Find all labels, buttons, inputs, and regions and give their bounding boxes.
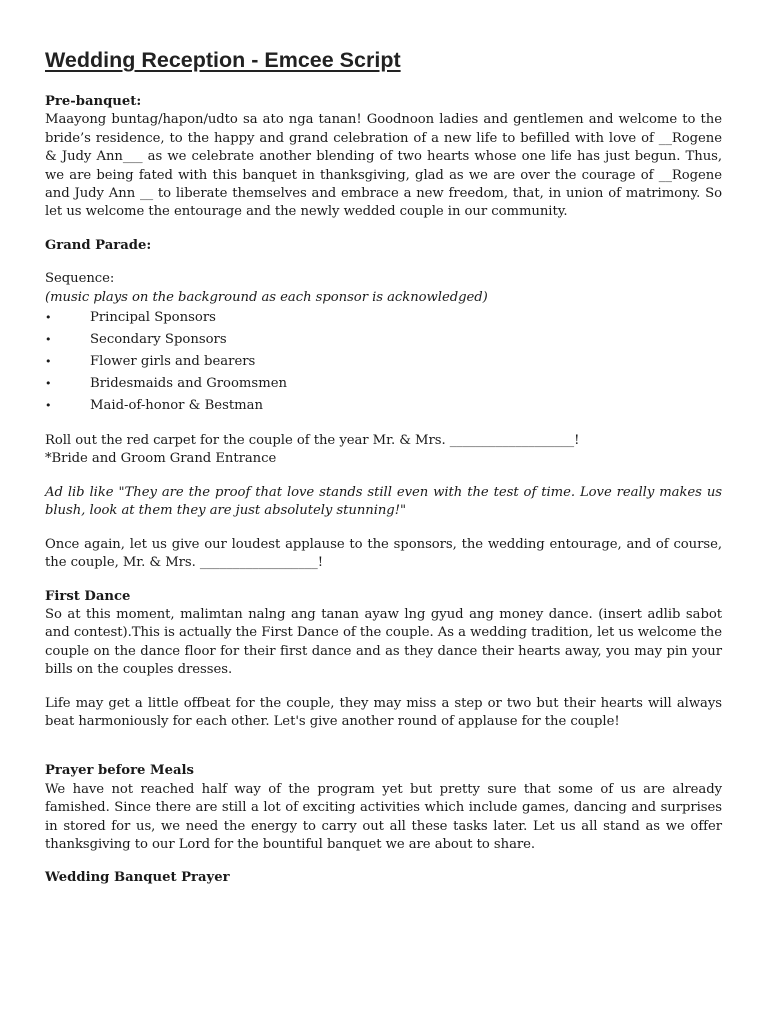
- list-item-label: Bridesmaids and Groomsmen: [90, 376, 287, 392]
- bullet-icon: •: [45, 377, 52, 391]
- list-item: [45, 373, 722, 395]
- list-item-label: Secondary Sponsors: [90, 332, 227, 348]
- applause-text: Once again, let us give our loudest applause to the sponsors, the wedding entourage, and of course, the couple, Mr. & Mrs. __________________!: [45, 536, 722, 571]
- sequence-label: Sequence:: [45, 271, 115, 287]
- first-dance-closing: Life may get a little offbeat for the couple, they may miss a step or two but their hearts will always beat harmoniously for each other. Let's give another round of applause for the couple!: [45, 695, 722, 729]
- bullet-icon: •: [45, 333, 52, 347]
- first-dance-text: So at this moment, malimtan nalng ang tanan ayaw lng gyud ang money dance. (insert adlib sabot and contest).This is actually the First Dance of the couple. As a wedding tradition, let us welcome the couple on the dance floor for their first dance and as they dance their hearts away, you may pin your bills on the couples dresses.: [45, 606, 722, 678]
- list-item-label: Flower girls and bearers: [90, 354, 256, 370]
- pre-banquet-text: Maayong buntag/hapon/udto sa ato nga tanan! Goodnoon ladies and gentlemen and welcome to the bride’s residence, to the happy and grand celebration of a new life to befilled with love of __Rogene & Judy Ann___ as we celebrate another blending of two hearts whose one life has just begun. Thus, we are being fated with this banquet in thanksgiving, glad as we are over the courage of __Rogene and Judy Ann __ to liberate themselves and embrace a new freedom, that, in union of matrimony. So let us welcome the entourage and the newly wedded couple in our community.: [45, 112, 722, 220]
- bullet-icon: •: [45, 355, 52, 369]
- bullet-icon: •: [45, 311, 52, 325]
- music-note: (music plays on the background as each sponsor is acknowledged): [45, 289, 488, 305]
- list-item: [45, 329, 722, 351]
- grand-parade-section: [45, 237, 722, 573]
- ad-lib-quote: Ad lib like "They are the proof that love stands still even with the test of time. Love really makes us blush, look at them they are just absolutely stunning!": [45, 484, 722, 519]
- red-carpet-line: Roll out the red carpet for the couple of the year Mr. & Mrs. ___________________!: [45, 433, 580, 449]
- list-item: [45, 395, 722, 417]
- grand-parade-heading: Grand Parade:: [45, 237, 152, 253]
- pre-banquet-heading: Pre-banquet:: [45, 94, 142, 109]
- first-dance-section: [45, 588, 722, 732]
- prayer-heading: Prayer before Meals: [45, 763, 194, 779]
- banquet-prayer-heading: Wedding Banquet Prayer: [45, 870, 230, 886]
- list-item-label: Maid-of-honor & Bestman: [90, 398, 264, 414]
- entrance-note: *Bride and Groom Grand Entrance: [45, 451, 277, 467]
- pre-banquet-section: [45, 93, 722, 222]
- document-title: Wedding Reception - Emcee Script: [45, 48, 401, 72]
- list-item-label: Principal Sponsors: [90, 310, 216, 326]
- first-dance-heading: First Dance: [45, 588, 131, 604]
- bullet-icon: •: [45, 399, 52, 413]
- prayer-section: [45, 762, 722, 854]
- list-item: [45, 307, 722, 329]
- sponsor-list: [45, 307, 722, 417]
- document-page: [45, 46, 722, 888]
- list-item: [45, 351, 722, 373]
- prayer-text: We have not reached half way of the program yet but pretty sure that some of us are already famished. Since there are still a lot of exciting activities which include games, dancing and surprises in stored for us, we need the energy to carry out all these tasks later. Let us all stand as we offer thanksgiving to our Lord for the bountiful banquet we are about to share.: [45, 781, 722, 852]
